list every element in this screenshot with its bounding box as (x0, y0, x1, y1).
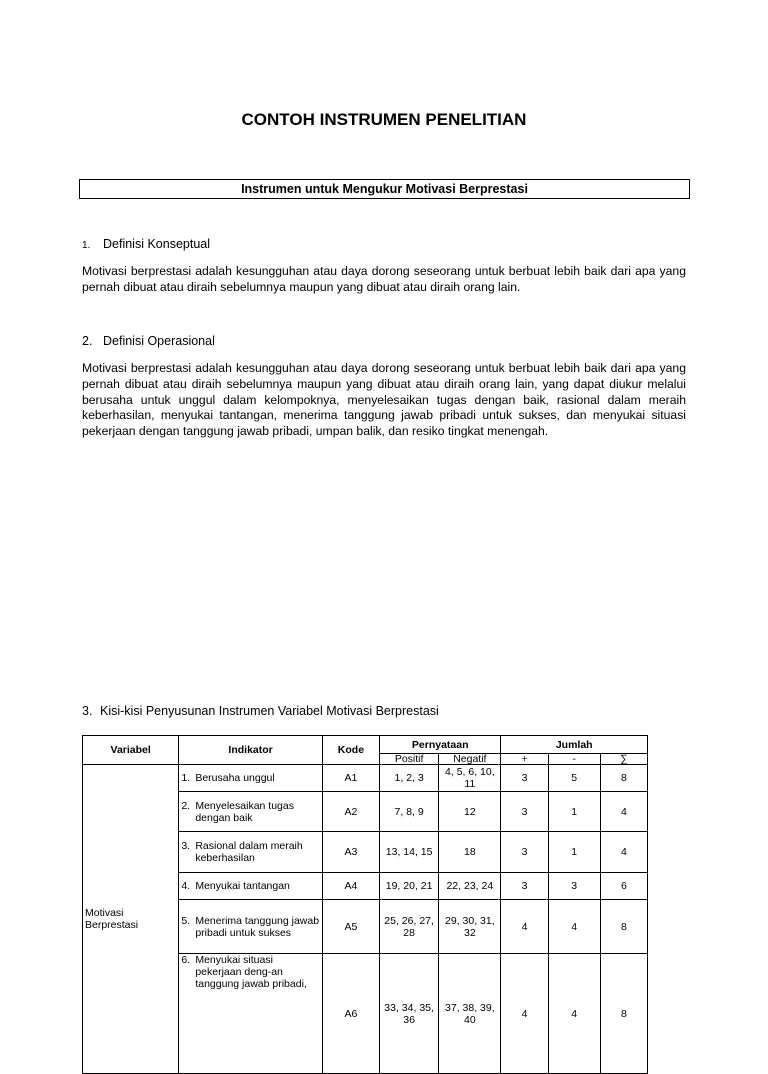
header-variabel: Variabel (83, 736, 179, 765)
plus-cell: 3 (501, 792, 548, 832)
kode-cell: A6 (322, 954, 379, 1074)
positif-cell: 33, 34, 35, 36 (380, 954, 439, 1074)
indikator-cell (179, 792, 323, 832)
indikator-cell (179, 954, 323, 1074)
section-2-title: Definisi Operasional (103, 334, 215, 348)
positif-cell: 7, 8, 9 (380, 792, 439, 832)
negatif-cell: 18 (439, 832, 501, 873)
positif-cell: 25, 26, 27, 28 (380, 900, 439, 954)
indikator-number: 6. (181, 954, 191, 966)
section-3-title: Kisi-kisi Penyusunan Instrumen Variabel Motivasi Berprestasi (100, 704, 439, 718)
header-jumlah: Jumlah (501, 736, 648, 754)
positif-cell: 19, 20, 21 (380, 873, 439, 900)
negatif-cell: 12 (439, 792, 501, 832)
indikator-cell (179, 832, 323, 873)
total-cell: 4 (600, 792, 647, 832)
section-3-number: 3. (82, 704, 93, 718)
indikator-number: 1. (181, 772, 191, 784)
kisi-kisi-table (82, 735, 648, 1074)
total-cell: 8 (600, 954, 647, 1074)
section-1-heading (82, 237, 210, 251)
plus-cell: 4 (501, 900, 548, 954)
indikator-cell (179, 900, 323, 954)
section-2-text: Motivasi berprestasi adalah kesungguhan atau daya dorong seseorang untuk berbuat lebih baik dari apa yang pernah dibuat atau diraih sebelumnya maupun yang dibuat atau diraih orang lain, yang dapat diukur melalui berusaha untuk unggul dalam kelompoknya, menyelesaikan tugas dengan baik, rasional dalam meraih keberhasilan, menyukai tantangan, menerima tanggung jawab pribadi untuk sukses, dan menyukai situasi pekerjaan dengan tanggung jawab pribadi, umpan balik, dan resiko tingkat menengah. (82, 361, 686, 439)
indikator-number: 3. (181, 840, 191, 852)
plus-cell: 4 (501, 954, 548, 1074)
kode-cell: A5 (322, 900, 379, 954)
indikator-number: 5. (181, 914, 191, 927)
negatif-cell: 29, 30, 31, 32 (439, 900, 501, 954)
instrument-title-box: Instrumen untuk Mengukur Motivasi Berprestasi (79, 179, 690, 199)
section-1-number: 1. (82, 240, 91, 251)
negatif-cell: 22, 23, 24 (439, 873, 501, 900)
positif-cell: 13, 14, 15 (380, 832, 439, 873)
negatif-cell: 37, 38, 39, 40 (439, 954, 501, 1074)
header-minus: - (548, 754, 600, 765)
minus-cell: 1 (548, 792, 600, 832)
kode-cell: A1 (322, 765, 379, 792)
section-3-heading (82, 704, 439, 718)
header-indikator: Indikator (179, 736, 323, 765)
variable-cell: Motivasi Berprestasi (83, 765, 179, 1074)
total-cell: 6 (600, 873, 647, 900)
minus-cell: 1 (548, 832, 600, 873)
header-plus: + (501, 754, 548, 765)
minus-cell: 5 (548, 765, 600, 792)
kode-cell: A4 (322, 873, 379, 900)
page-title: CONTOH INSTRUMEN PENELITIAN (241, 110, 527, 129)
header-positif: Positif (380, 754, 439, 765)
minus-cell: 3 (548, 873, 600, 900)
header-pernyataan: Pernyataan (380, 736, 501, 754)
header-kode: Kode (322, 736, 379, 765)
positif-cell: 1, 2, 3 (380, 765, 439, 792)
indikator-cell (179, 873, 323, 900)
plus-cell: 3 (501, 765, 548, 792)
indikator-number: 4. (181, 880, 191, 892)
indikator-text: Menerima tanggung jawab pribadi untuk sukses (195, 914, 320, 939)
section-1-title: Definisi Konseptual (103, 237, 211, 251)
kode-cell: A2 (322, 792, 379, 832)
indikator-text: Menyukai tantangan (195, 880, 290, 892)
section-2-number: 2. (82, 334, 93, 348)
minus-cell: 4 (548, 954, 600, 1074)
indikator-text: Menyelesaikan tugas dengan baik (195, 799, 294, 824)
indikator-text: Rasional dalam meraih keberhasilan (195, 840, 303, 864)
header-sigma: ∑ (600, 754, 647, 765)
total-cell: 4 (600, 832, 647, 873)
indikator-text: Menyukai situasi pekerjaan deng-an tanggung jawab pribadi, (195, 954, 307, 990)
header-negatif: Negatif (439, 754, 501, 765)
indikator-cell (179, 765, 323, 792)
plus-cell: 3 (501, 873, 548, 900)
indikator-number: 2. (181, 799, 191, 812)
table-row (83, 765, 648, 792)
negatif-cell: 4, 5, 6, 10, 11 (439, 765, 501, 792)
section-1-text: Motivasi berprestasi adalah kesungguhan atau daya dorong seseorang untuk berbuat lebih baik dari apa yang pernah dibuat atau diraih sebelumnya maupun yang dibuat atau diraih orang lain. (82, 264, 686, 294)
plus-cell: 3 (501, 832, 548, 873)
section-2-heading (82, 334, 215, 348)
kode-cell: A3 (322, 832, 379, 873)
total-cell: 8 (600, 765, 647, 792)
minus-cell: 4 (548, 900, 600, 954)
total-cell: 8 (600, 900, 647, 954)
indikator-text: Berusaha unggul (195, 772, 275, 784)
